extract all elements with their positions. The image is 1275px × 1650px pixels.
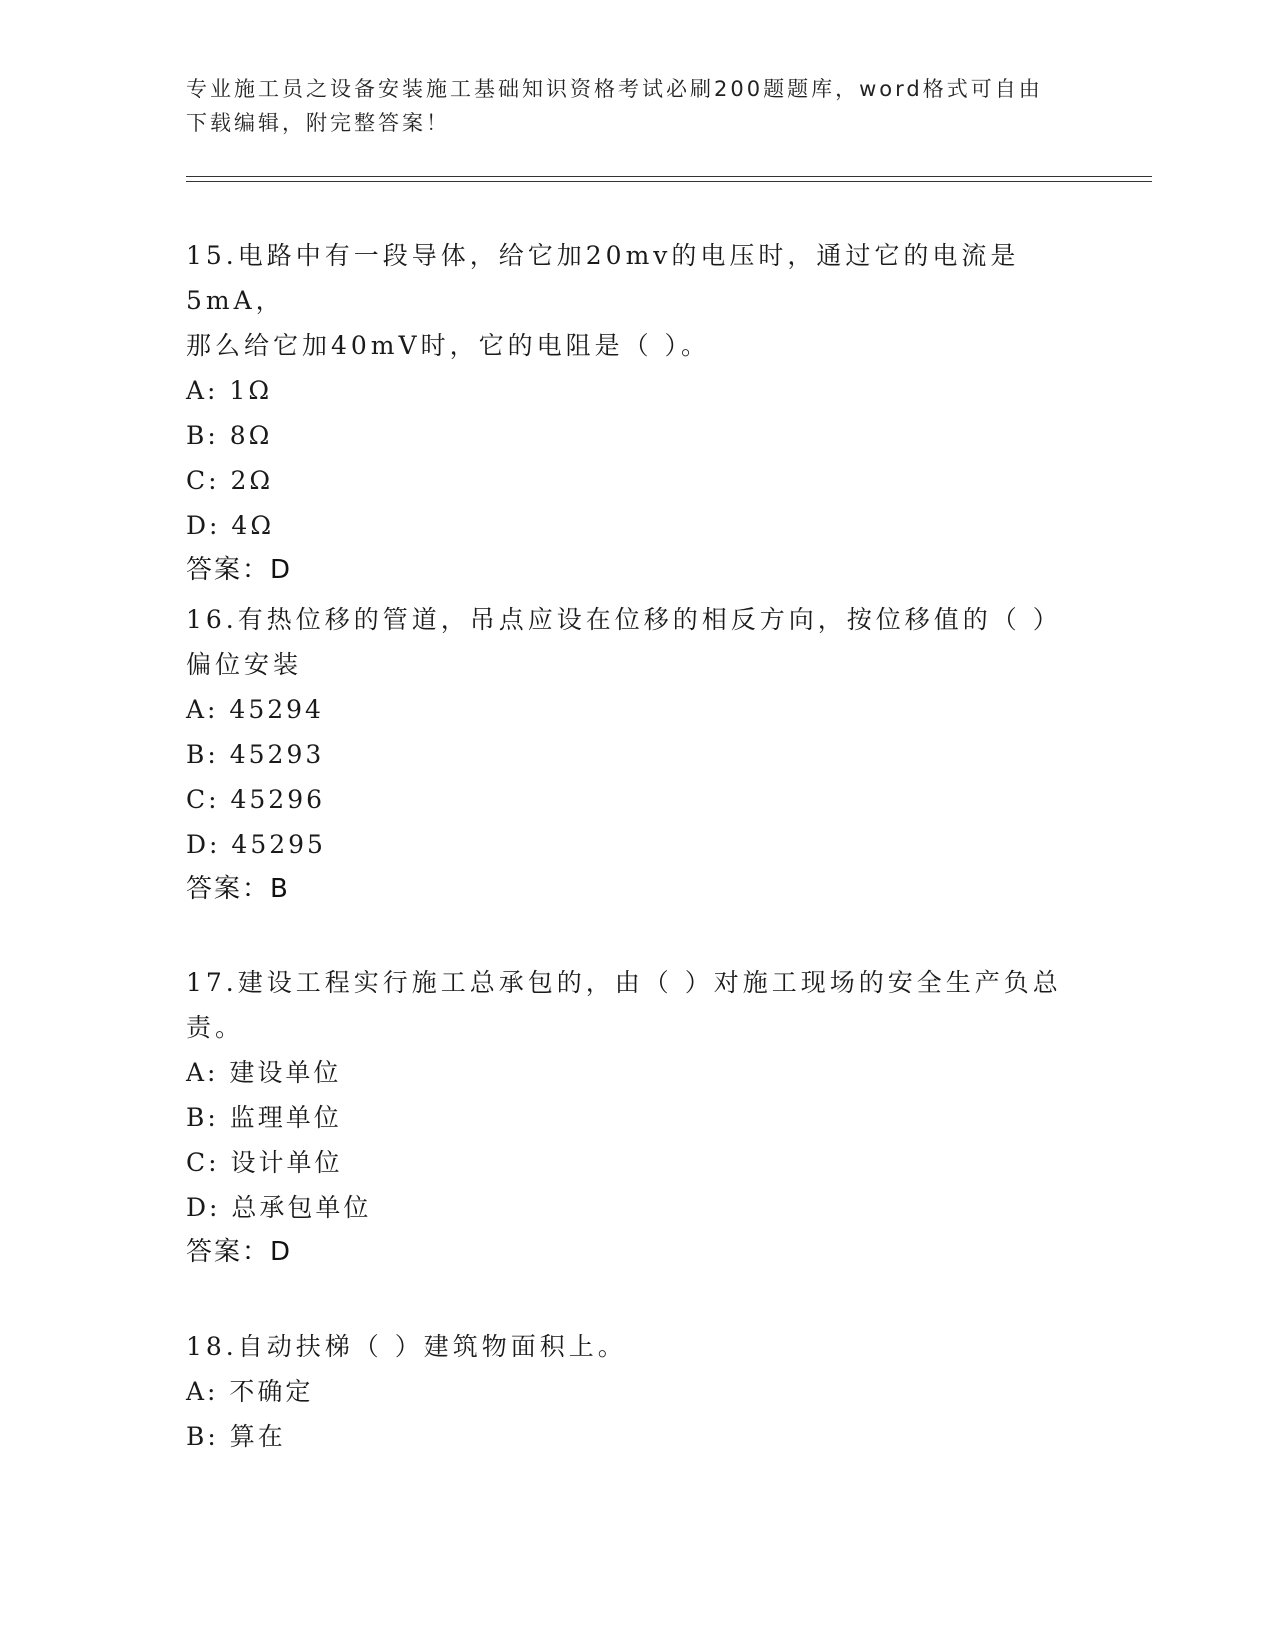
option-c: C: 2Ω <box>186 466 274 495</box>
option-b: B: 监理单位 <box>186 1103 342 1132</box>
option-c: C: 设计单位 <box>186 1148 343 1177</box>
option-b: B: 45293 <box>186 740 325 769</box>
document-header <box>186 72 1066 140</box>
option-b: B: 算在 <box>186 1422 286 1451</box>
question-stem-line: 15.电路中有一段导体，给它加20mv的电压时，通过它的电流是5mA， <box>186 241 1020 315</box>
question-15 <box>186 233 1066 593</box>
header-line-1: 专业施工员之设备安装施工基础知识资格考试必刷200题题库，word格式可自由 <box>186 77 1043 101</box>
option-a: A: 1Ω <box>186 376 273 405</box>
question-16 <box>186 597 1066 912</box>
answer: 答案：D <box>186 1237 293 1267</box>
option-a: A: 45294 <box>186 695 324 724</box>
question-stem-line: 偏位安装 <box>186 650 303 679</box>
header-divider-top <box>186 176 1152 177</box>
question-stem-line: 18.自动扶梯（ ）建筑物面积上。 <box>186 1332 627 1361</box>
option-d: D: 4Ω <box>186 511 275 540</box>
option-d: D: 45295 <box>186 830 326 859</box>
answer: 答案：D <box>186 555 293 585</box>
question-stem-line: 那么给它加40mV时，它的电阻是（ ）。 <box>186 331 711 360</box>
answer: 答案：B <box>186 874 290 904</box>
option-c: C: 45296 <box>186 785 326 814</box>
option-b: B: 8Ω <box>186 421 273 450</box>
option-a: A: 不确定 <box>186 1377 314 1406</box>
question-17 <box>186 960 1066 1275</box>
option-a: A: 建设单位 <box>186 1058 342 1087</box>
option-d: D: 总承包单位 <box>186 1193 372 1222</box>
question-18 <box>186 1324 1066 1459</box>
header-divider-bottom <box>186 181 1152 182</box>
header-line-2: 下载编辑，附完整答案！ <box>186 111 450 135</box>
question-stem-line: 责。 <box>186 1013 245 1042</box>
question-stem-line: 16.有热位移的管道，吊点应设在位移的相反方向，按位移值的（ ） <box>186 605 1062 634</box>
question-stem-line: 17.建设工程实行施工总承包的，由（ ）对施工现场的安全生产负总 <box>186 968 1062 997</box>
